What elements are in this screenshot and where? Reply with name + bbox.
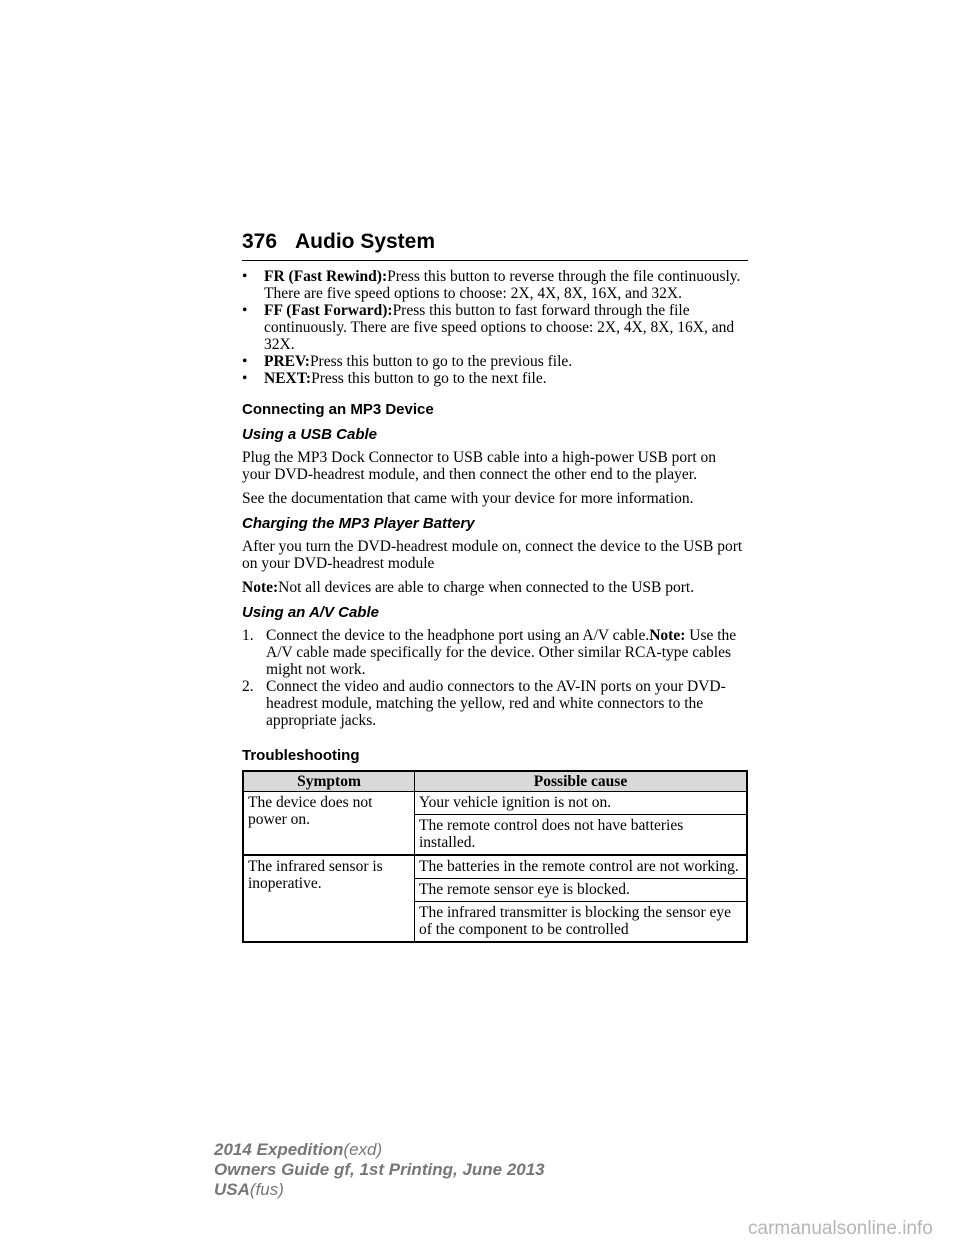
charging-paragraph: After you turn the DVD-headrest module on, connect the device to the USB port on your DVD-headrest module [242,538,743,572]
section-heading-connecting: Connecting an MP3 Device [242,401,434,418]
list-item [242,302,748,353]
column-header-cause: Possible cause [415,771,748,792]
documentation-paragraph: See the documentation that came with your device for more information. [242,490,694,507]
header-divider [242,260,748,261]
cause-cell: The infrared transmitter is blocking the sensor eye of the component to be controlled [415,902,748,943]
list-item [242,678,748,729]
bullet-icon: • [242,302,248,319]
note-text: Use the A/V cable made specifically for the device. Other similar RCA-type cables might not work. [266,627,737,678]
button-function-list [242,268,748,387]
bullet-icon: • [242,268,248,285]
cause-cell: The remote control does not have batteries installed. [415,815,748,856]
page-content [242,268,748,943]
troubleshooting-table [242,770,748,943]
footer-model-code: (exd) [343,1140,383,1159]
step-text: Connect the device to the headphone port using an A/V cable. [266,627,650,644]
subheading-usb: Using a USB Cable [242,426,378,443]
document-footer [214,1140,545,1200]
footer-market: USA [214,1180,250,1199]
table-row [243,792,747,815]
step-text: Connect the video and audio connectors to the AV-IN ports on your DVD-headrest module, matching the yellow, red and white connectors to the appropriate jacks. [266,678,726,729]
table-row [243,855,747,879]
subheading-charging: Charging the MP3 Player Battery [242,515,475,532]
footer-model: 2014 Expedition [214,1140,344,1159]
footer-line [214,1160,545,1180]
bullet-label: FR (Fast Rewind): [264,268,388,285]
footer-line [214,1140,545,1160]
list-item [242,627,748,678]
cause-cell: The batteries in the remote control are not working. [415,855,748,879]
note-paragraph [242,579,748,596]
subheading-av-cable: Using an A/V Cable [242,604,379,621]
bullet-label: FF (Fast Forward): [264,302,393,319]
bullet-icon: • [242,353,248,370]
bullet-text: Press this button to reverse through the file continuously. There are five speed options to choose: 2X, 4X, 8X, 16X, and 32X. [264,268,741,302]
note-label: Note: [649,627,686,644]
bullet-text: Press this button to go to the next file. [311,370,547,387]
footer-market-code: (fus) [249,1180,284,1199]
av-steps-list [242,627,748,729]
list-item [242,370,748,387]
cause-cell: Your vehicle ignition is not on. [415,792,748,815]
page-number: 376 [242,230,278,253]
table-header-row [243,771,747,792]
bullet-label: PREV: [264,353,310,370]
footer-line [214,1180,545,1200]
bullet-label: NEXT: [264,370,312,387]
symptom-cell: The infrared sensor is inoperative. [243,855,415,942]
site-watermark: carmanualsonline.info [748,1218,933,1239]
list-item [242,268,748,302]
symptom-cell: The device does not power on. [243,792,415,856]
cause-cell: The remote sensor eye is blocked. [415,879,748,902]
bullet-text: Press this button to go to the previous file. [309,353,573,370]
bullet-icon: • [242,370,248,387]
usb-paragraph: Plug the MP3 Dock Connector to USB cable into a high-power USB port on your DVD-headrest module, and then connect the other end to the player. [242,449,716,483]
page-title: Audio System [295,230,436,253]
bullet-text: Press this button to fast forward through the file continuously. There are five speed options to choose: 2X, 4X, 8X, 16X, and 32X. [264,302,735,353]
page-header [242,230,748,262]
list-item [242,353,748,370]
column-header-symptom: Symptom [243,771,415,792]
section-heading-troubleshooting: Troubleshooting [242,747,360,764]
step-number: 2. [242,678,254,695]
note-label: Note: [242,579,279,596]
note-text: Not all devices are able to charge when connected to the USB port. [278,579,695,596]
step-number: 1. [242,627,254,644]
footer-printing: Owners Guide gf, 1st Printing, June 2013 [214,1160,545,1179]
